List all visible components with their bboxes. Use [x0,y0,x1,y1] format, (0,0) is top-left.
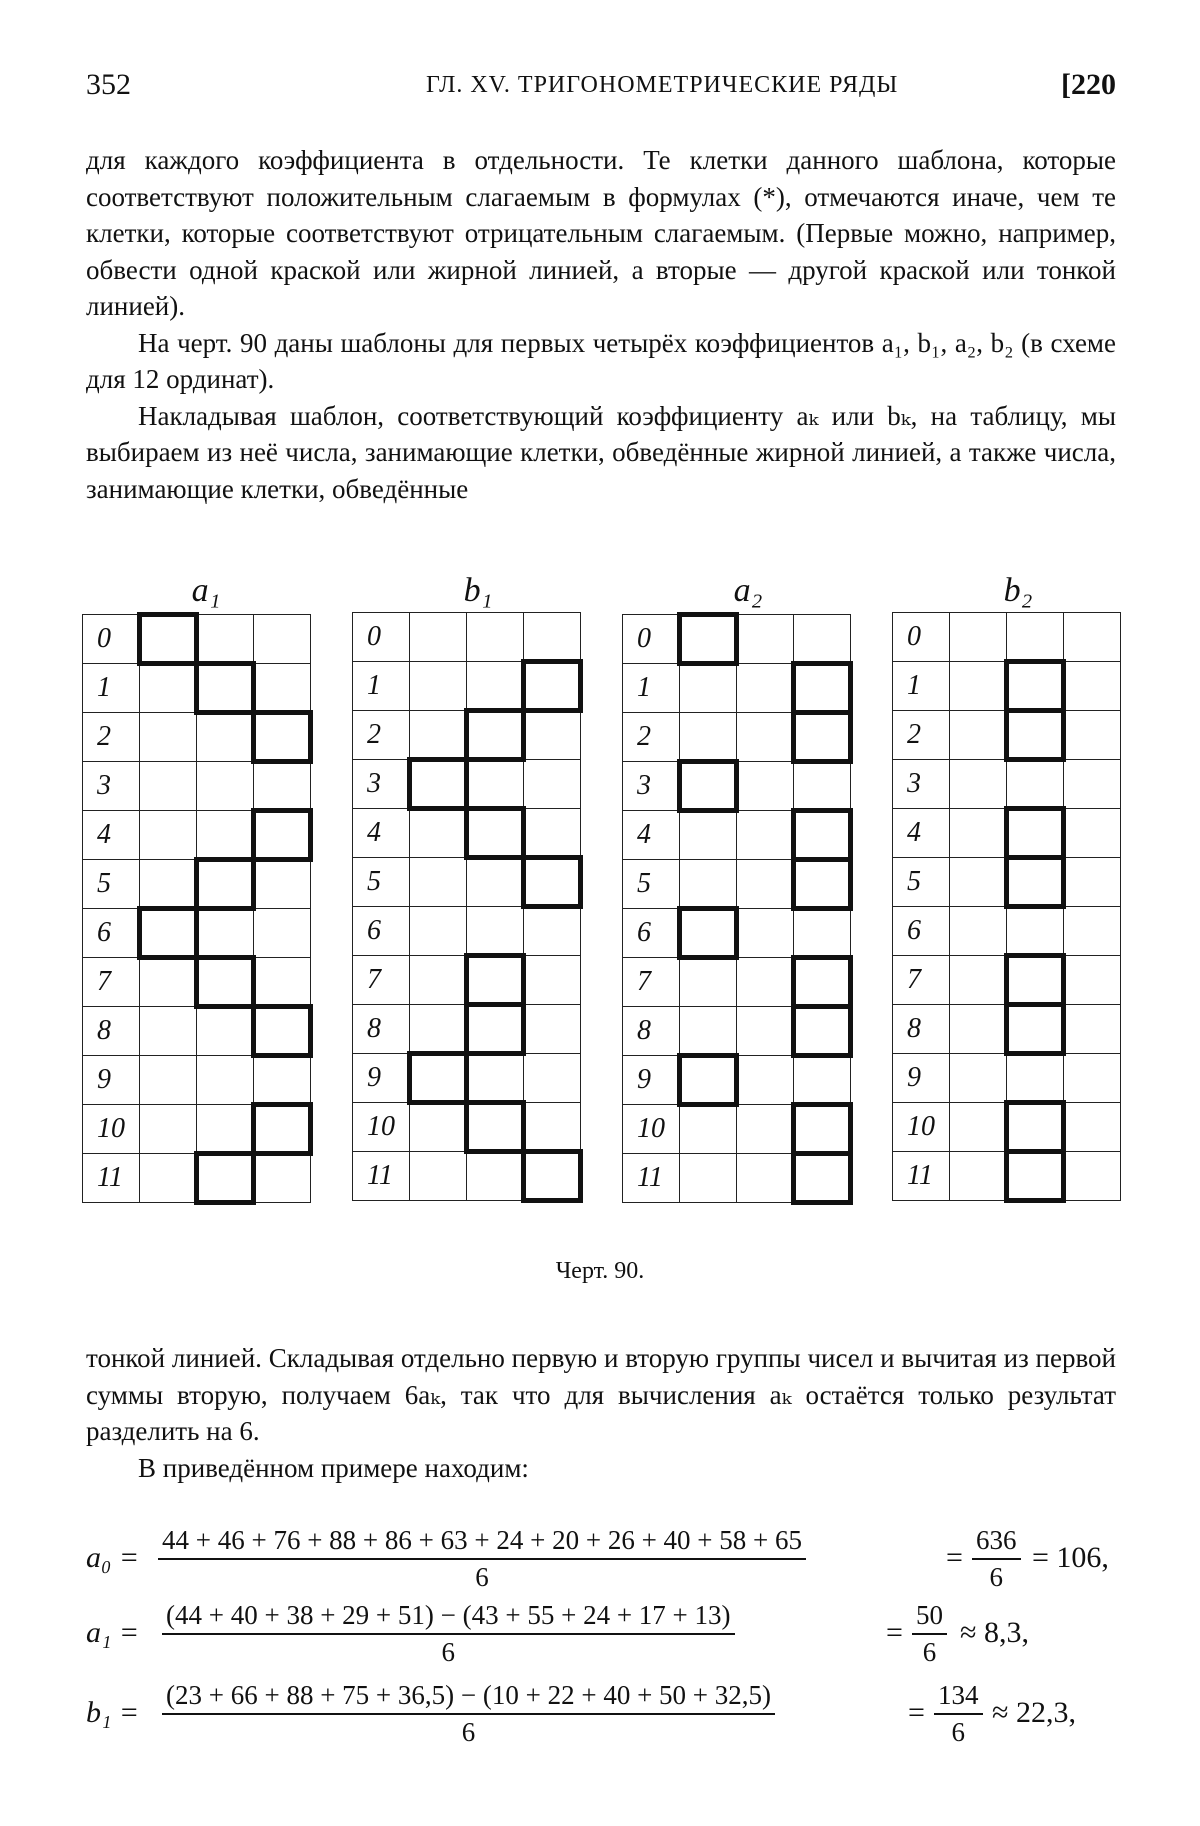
grid-row [83,860,311,909]
fraction [162,1680,775,1748]
grid-row [83,811,311,860]
grid-cell [950,1152,1007,1201]
thick-cell [680,615,737,664]
grid-row [83,664,311,713]
grid-row [893,1054,1121,1103]
grid-cell [1064,1103,1121,1152]
row-label: 0 [623,615,680,664]
grid-cell [140,860,197,909]
formula-lhs: b₁ = [86,1696,140,1729]
paragraph: Накладывая шаблон, соответствующий коэффициенту aₖ или bₖ, на таблицу, мы выбираем из неё числа, занимающие клетки, обведённые жирной линией, а также числа, занимающие клетки, обведённые [86,400,1116,504]
row-label: 8 [623,1007,680,1056]
result-numerator: 134 [934,1680,983,1715]
grid-cell [410,858,467,907]
row-label: 11 [353,1152,410,1201]
grid-cell [410,907,467,956]
grid-row [623,1105,851,1154]
grid-cell [794,615,851,664]
grid-cell [1007,1054,1064,1103]
thick-cell [1007,1005,1064,1054]
grid-cell [1064,1054,1121,1103]
grid-cell [680,664,737,713]
grid-cell [950,1103,1007,1152]
grid-row [83,1007,311,1056]
grid-row [83,762,311,811]
grid-row [623,664,851,713]
grid-cell [140,1154,197,1203]
grid-cell [467,613,524,662]
row-label: 9 [353,1054,410,1103]
grid-row [353,760,581,809]
row-label: 1 [83,664,140,713]
thick-cell [197,1154,254,1203]
grid-row [623,713,851,762]
thick-cell [794,1105,851,1154]
result-numerator: 50 [912,1600,947,1635]
grid-cell [737,958,794,1007]
grid-cell [950,858,1007,907]
denominator: 6 [475,1562,489,1592]
row-label: 1 [893,662,950,711]
row-label: 7 [353,956,410,1005]
grid-cell [467,907,524,956]
row-label: 2 [623,713,680,762]
grid-cell [140,1056,197,1105]
grid-cell [140,664,197,713]
grid-cell [197,1056,254,1105]
grid-cell [197,615,254,664]
formula-lhs: a₁ = [86,1616,140,1649]
grid-cell [737,1154,794,1203]
row-label: 2 [353,711,410,760]
grid-cell [950,1054,1007,1103]
row-label: 8 [893,1005,950,1054]
result-numerator: 636 [972,1525,1021,1560]
equals-sign: = [886,1616,903,1649]
grid-cell [737,713,794,762]
thick-cell [467,1103,524,1152]
grid-cell [524,956,581,1005]
grid-cell [1064,662,1121,711]
grid-cell [1064,613,1121,662]
row-label: 3 [893,760,950,809]
grid-cell [410,613,467,662]
thick-cell [794,713,851,762]
grid-cell [737,762,794,811]
thick-cell [467,956,524,1005]
grid-cell [737,615,794,664]
grid-cell [737,1007,794,1056]
thick-cell [140,615,197,664]
thick-cell [680,1056,737,1105]
grid-row [623,958,851,1007]
grid-cell [1007,907,1064,956]
grid-cell [737,909,794,958]
grid-cell [950,760,1007,809]
body-text-top [86,142,1116,507]
grid-cell [467,662,524,711]
grid-cell [1064,1152,1121,1201]
grid-cell [524,760,581,809]
thick-cell [254,1105,311,1154]
grid-cell [467,760,524,809]
row-label: 10 [623,1105,680,1154]
thick-cell [1007,809,1064,858]
grid-row [353,1054,581,1103]
grid-row [623,615,851,664]
row-label: 4 [623,811,680,860]
formula-result: = 106, [1032,1541,1109,1574]
thick-cell [197,664,254,713]
grid-row [623,1056,851,1105]
thick-cell [524,858,581,907]
grid-row [353,1005,581,1054]
thick-cell [1007,711,1064,760]
grid-cell [197,1105,254,1154]
body-text-bottom [86,1340,1116,1486]
grid-cell [950,907,1007,956]
thick-cell [524,1152,581,1201]
grid-cell [1064,809,1121,858]
thick-cell [524,662,581,711]
thick-cell [1007,662,1064,711]
template-grid-a1 [82,612,313,1205]
paragraph: для каждого коэффициента в отдельности. Те клетки данного шаблона, которые соответствуют положительным слагаемым в формулах (*), отмечаются иначе, чем те клетки, которые соответствуют отрицательным слагаемым. (Первые можно, например, обвести одной краской или жирной линией, а вторые — другой краской или тонкой линией). [86,145,1116,321]
thick-cell [680,909,737,958]
grid-row [353,662,581,711]
thick-cell [254,1007,311,1056]
section-number: [220 [1061,68,1116,101]
grid-row [83,1154,311,1203]
grid-row [893,1152,1121,1201]
grid-cell [254,1056,311,1105]
grid-row [353,956,581,1005]
thick-cell [410,1054,467,1103]
row-label: 10 [353,1103,410,1152]
row-label: 3 [623,762,680,811]
row-label: 7 [83,958,140,1007]
row-label: 9 [893,1054,950,1103]
grid-cell [254,664,311,713]
row-label: 6 [893,907,950,956]
grid-row [893,1103,1121,1152]
thick-cell [197,958,254,1007]
thick-cell [1007,858,1064,907]
grid-cell [140,762,197,811]
grid-row [623,909,851,958]
row-label: 1 [623,664,680,713]
row-label: 4 [353,809,410,858]
grid-cell [1007,613,1064,662]
row-label: 7 [623,958,680,1007]
paragraph: В приведённом примере находим: [138,1452,529,1483]
grid-row [623,1007,851,1056]
grid-cell [197,762,254,811]
row-label: 6 [623,909,680,958]
grid-cell [680,958,737,1007]
row-label: 3 [353,760,410,809]
grid-cell [737,1105,794,1154]
grid-cell [524,1005,581,1054]
grid-cell [197,811,254,860]
row-label: 8 [353,1005,410,1054]
fraction-result [972,1525,1021,1593]
template-grid-a2 [622,612,853,1205]
row-label: 11 [893,1152,950,1201]
grid-cell [680,811,737,860]
row-label: 6 [83,909,140,958]
grid-cell [467,858,524,907]
grid-cell [680,1154,737,1203]
grid-cell [524,907,581,956]
template-label-b1: b₁ [463,572,493,609]
thick-cell [1007,956,1064,1005]
row-label: 7 [893,956,950,1005]
grid-cell [680,1007,737,1056]
grid-cell [410,1152,467,1201]
grid-cell [950,662,1007,711]
thick-cell [794,860,851,909]
result-denominator: 6 [989,1562,1003,1592]
grid-cell [1064,907,1121,956]
row-label: 5 [83,860,140,909]
grid-row [83,1056,311,1105]
formula-a1 [86,1600,1126,1670]
grid-row [353,858,581,907]
thick-cell [794,664,851,713]
row-label: 10 [83,1105,140,1154]
grid-cell [524,711,581,760]
grid-row [353,711,581,760]
grid-cell [737,860,794,909]
fraction [162,1600,735,1668]
row-label: 6 [353,907,410,956]
equals-sign: = [908,1696,925,1729]
grid-cell [197,713,254,762]
grid-row [353,613,581,662]
row-label: 5 [893,858,950,907]
grid-cell [1064,1005,1121,1054]
thick-cell [794,1007,851,1056]
grid-row [623,811,851,860]
grid-cell [410,662,467,711]
grid-cell [410,809,467,858]
thick-cell [794,811,851,860]
grid-row [623,1154,851,1203]
grid-cell [794,1056,851,1105]
grid-cell [1064,956,1121,1005]
grid-cell [950,711,1007,760]
grid-cell [410,711,467,760]
grid-cell [737,664,794,713]
grid-cell [524,1103,581,1152]
grid-row [83,1105,311,1154]
grid-cell [950,613,1007,662]
grid-cell [254,909,311,958]
grid-row [893,809,1121,858]
fraction [158,1525,806,1593]
row-label: 11 [623,1154,680,1203]
template-grid-b1 [352,612,583,1203]
grid-cell [467,1054,524,1103]
template-label-b2: b₂ [1003,572,1033,609]
grid-cell [680,860,737,909]
grid-cell [254,860,311,909]
chapter-title: ГЛ. XV. ТРИГОНОМЕТРИЧЕСКИЕ РЯДЫ [426,72,899,98]
numerator: 44 + 46 + 76 + 88 + 86 + 63 + 24 + 20 + 26 + 40 + 58 + 65 [158,1525,806,1560]
grid-cell [737,1056,794,1105]
grid-cell [524,1054,581,1103]
grid-cell [1064,858,1121,907]
grid-cell [140,811,197,860]
thick-cell [467,809,524,858]
grid-cell [410,956,467,1005]
row-label: 10 [893,1103,950,1152]
row-label: 3 [83,762,140,811]
grid-row [893,662,1121,711]
thick-cell [680,762,737,811]
grid-cell [680,1105,737,1154]
grid-cell [254,958,311,1007]
grid-cell [140,958,197,1007]
grid-cell [524,809,581,858]
row-label: 2 [893,711,950,760]
paragraph: На черт. 90 даны шаблоны для первых четырёх коэффициентов a₁, b₁, a₂, b₂ (в схеме для 12 ординат). [86,327,1116,394]
grid-cell [140,1105,197,1154]
grid-cell [950,809,1007,858]
denominator: 6 [461,1717,476,1747]
row-label: 0 [353,613,410,662]
grid-cell [467,1152,524,1201]
result-denominator: 6 [951,1717,965,1747]
grid-row [83,615,311,664]
grid-row [83,713,311,762]
grid-row [353,907,581,956]
equals-sign: = [946,1541,963,1574]
thick-cell [794,958,851,1007]
grid-row [893,613,1121,662]
thick-cell [197,860,254,909]
grid-row [353,1103,581,1152]
fraction-result [934,1680,983,1748]
thick-cell [1007,1152,1064,1201]
grid-row [893,1005,1121,1054]
thick-cell [140,909,197,958]
grid-row [353,809,581,858]
formula-a0 [86,1525,1126,1595]
result-denominator: 6 [922,1637,937,1667]
grid-cell [254,1154,311,1203]
grid-row [623,860,851,909]
thick-cell [794,1154,851,1203]
thick-cell [254,713,311,762]
figure-caption: Черт. 90. [555,1258,645,1284]
row-label: 9 [83,1056,140,1105]
template-grid-b2 [892,612,1121,1203]
grid-row [353,1152,581,1201]
numerator: (23 + 66 + 88 + 75 + 36,5) − (10 + 22 + 40 + 50 + 32,5) [162,1680,775,1715]
grid-cell [254,615,311,664]
template-label-a1: a₁ [191,572,221,609]
thick-cell [410,760,467,809]
grid-cell [794,909,851,958]
numerator: (44 + 40 + 38 + 29 + 51) − (43 + 55 + 24 + 17 + 13) [162,1600,735,1635]
grid-cell [1064,711,1121,760]
paragraph: тонкой линией. Складывая отдельно первую и вторую группы чисел и вычитая из первой суммы вторую, получаем 6aₖ, так что для вычисления aₖ остаётся только результат разделить на 6. [86,1343,1116,1446]
grid-cell [140,1007,197,1056]
row-label: 5 [623,860,680,909]
denominator: 6 [441,1637,455,1667]
grid-cell [737,811,794,860]
grid-row [893,858,1121,907]
grid-cell [254,762,311,811]
thick-cell [1007,1103,1064,1152]
row-label: 2 [83,713,140,762]
grid-row [893,711,1121,760]
formula-b1 [86,1680,1126,1750]
grid-cell [680,713,737,762]
page-number: 352 [86,68,131,101]
page-header [86,68,1116,108]
row-label: 11 [83,1154,140,1203]
row-label: 4 [83,811,140,860]
grid-cell [197,1007,254,1056]
grid-row [893,907,1121,956]
grid-row [893,956,1121,1005]
row-label: 4 [893,809,950,858]
thick-cell [467,711,524,760]
grid-cell [410,1005,467,1054]
formula-lhs: a₀ = [86,1541,140,1574]
grid-row [623,762,851,811]
formula-result: ≈ 8,3, [960,1616,1029,1649]
grid-row [893,760,1121,809]
grid-cell [950,1005,1007,1054]
thick-cell [254,811,311,860]
grid-cell [410,1103,467,1152]
grid-row [83,909,311,958]
template-label-a2: a₂ [733,572,763,609]
fraction-result [912,1600,947,1668]
row-label: 8 [83,1007,140,1056]
row-label: 5 [353,858,410,907]
row-label: 9 [623,1056,680,1105]
row-label: 0 [83,615,140,664]
grid-cell [1064,760,1121,809]
grid-cell [1007,760,1064,809]
grid-cell [950,956,1007,1005]
thick-cell [467,1005,524,1054]
grid-cell [140,713,197,762]
grid-row [83,958,311,1007]
formula-result: ≈ 22,3, [992,1696,1076,1729]
grid-cell [794,762,851,811]
row-label: 1 [353,662,410,711]
row-label: 0 [893,613,950,662]
grid-cell [524,613,581,662]
grid-cell [197,909,254,958]
